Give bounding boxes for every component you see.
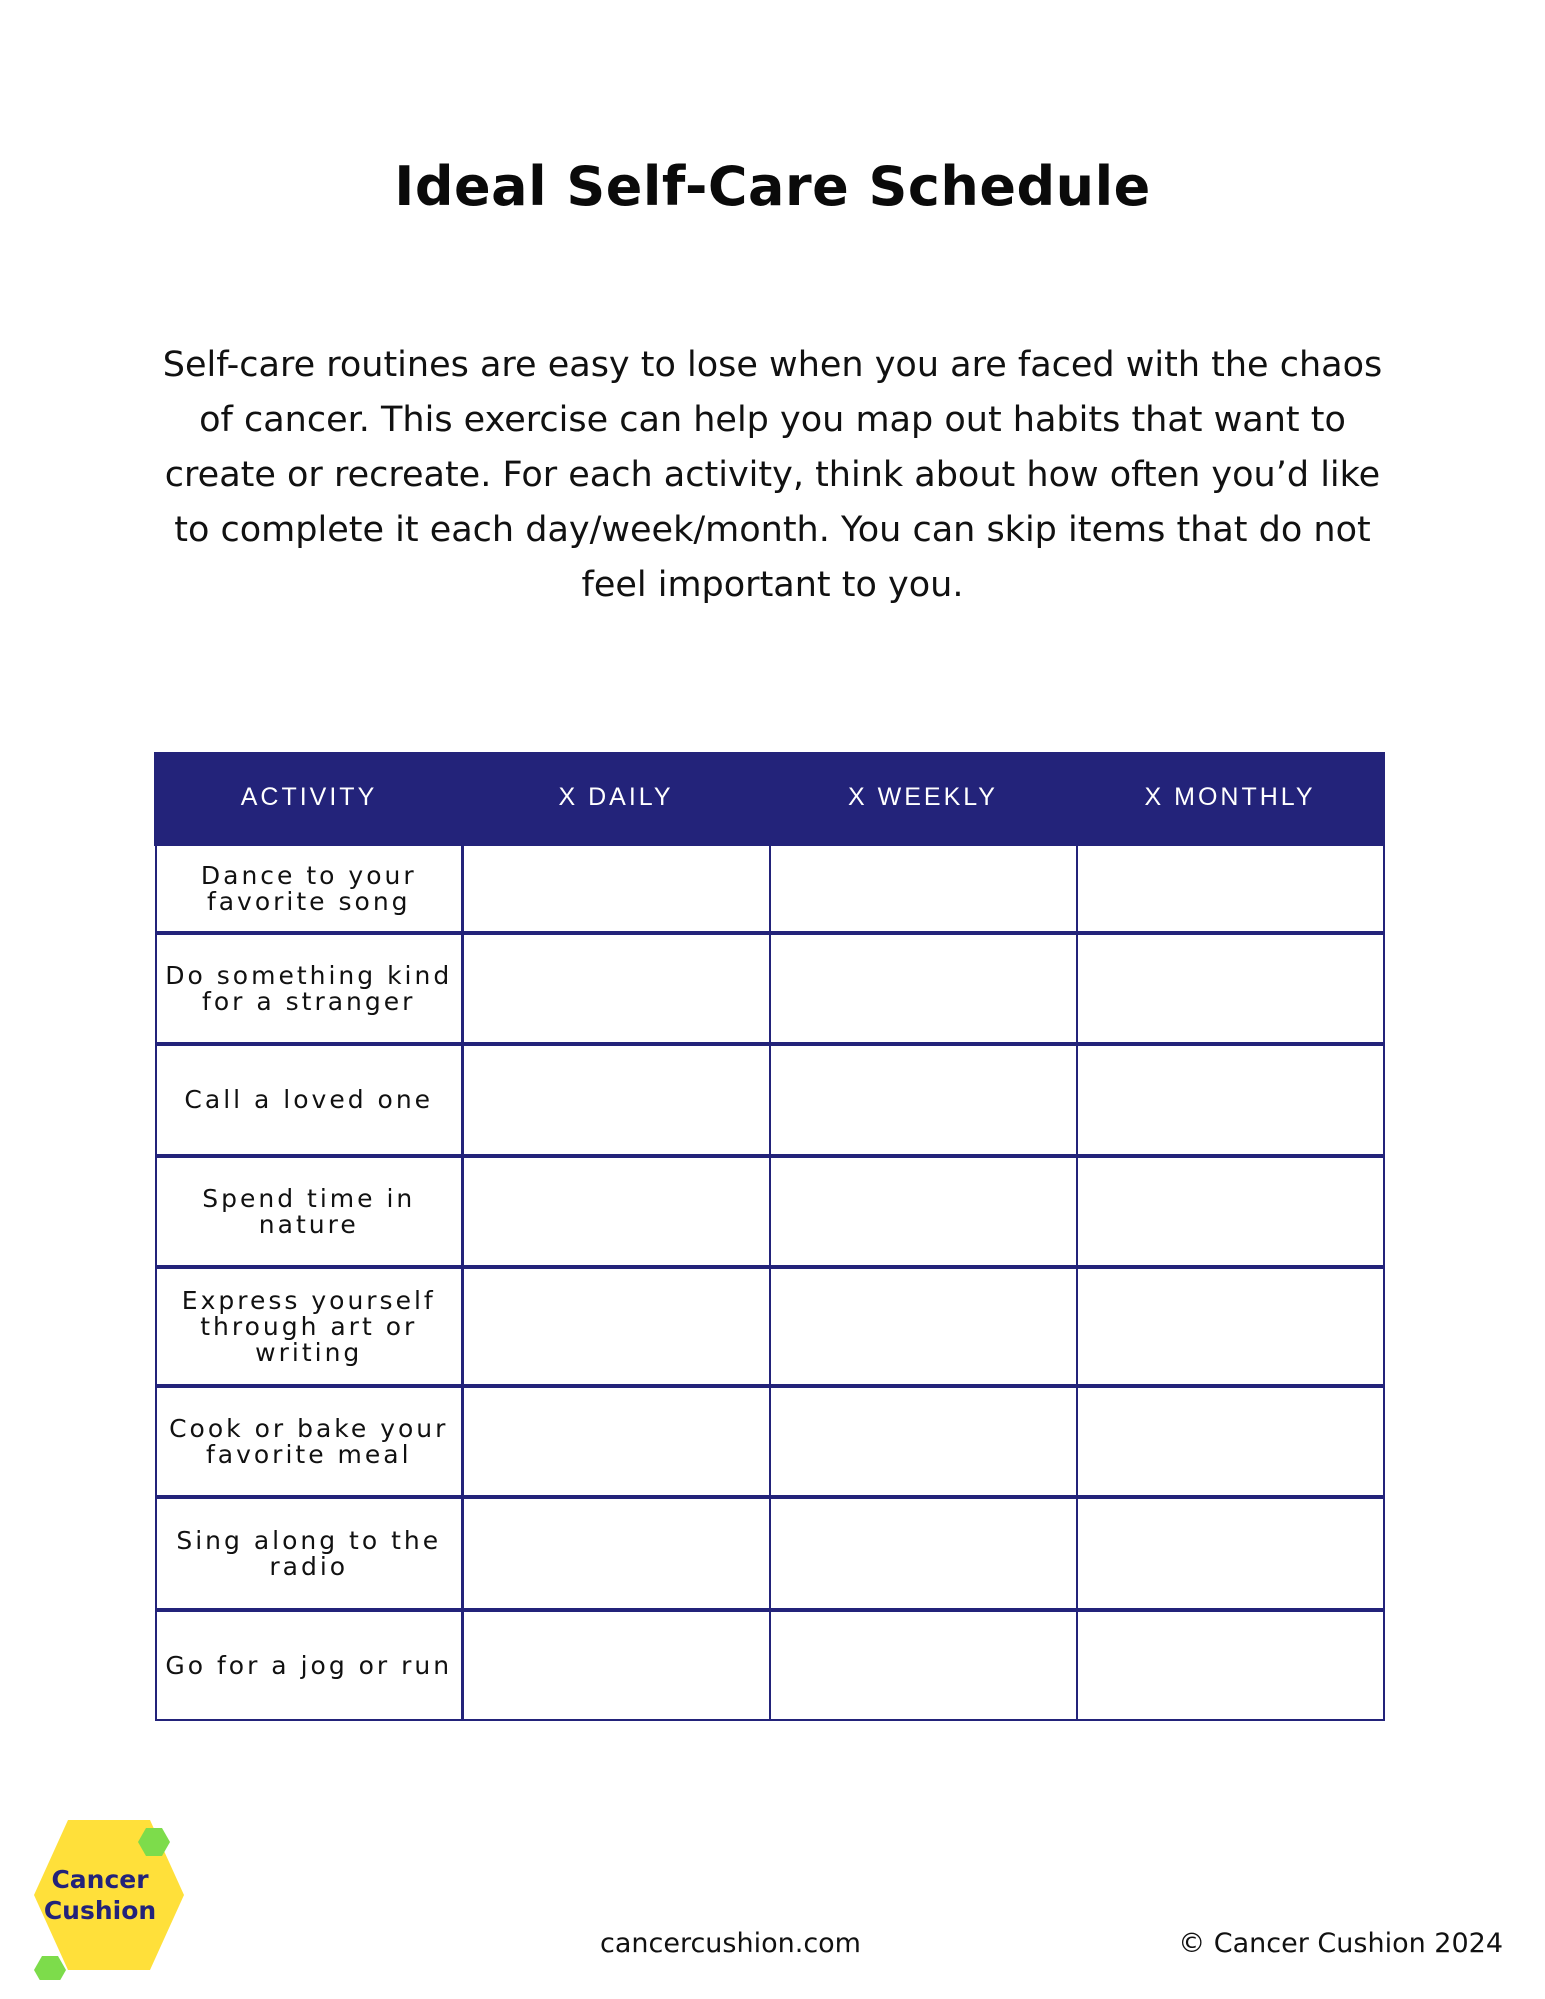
table-header-row: [156, 752, 1384, 844]
table-row: [156, 1497, 1384, 1610]
monthly-cell[interactable]: [1077, 1267, 1384, 1386]
weekly-cell[interactable]: [770, 1044, 1077, 1156]
activity-cell: Go for a jog or run: [156, 1610, 463, 1720]
monthly-cell[interactable]: [1077, 1156, 1384, 1267]
self-care-schedule-table: [154, 752, 1385, 1721]
daily-cell[interactable]: [463, 1044, 770, 1156]
table-row: [156, 1044, 1384, 1156]
monthly-cell[interactable]: [1077, 1044, 1384, 1156]
daily-cell[interactable]: [463, 1156, 770, 1267]
table-row: [156, 1610, 1384, 1720]
activity-cell: Call a loved one: [156, 1044, 463, 1156]
weekly-cell[interactable]: [770, 1156, 1077, 1267]
monthly-cell[interactable]: [1077, 933, 1384, 1044]
table-row: [156, 1386, 1384, 1497]
table-row: [156, 1267, 1384, 1386]
activity-cell: Do something kind for a stranger: [156, 933, 463, 1044]
logo-text-line2: Cushion: [43, 1896, 157, 1925]
daily-cell[interactable]: [463, 1610, 770, 1720]
monthly-cell[interactable]: [1077, 844, 1384, 933]
activity-cell: Sing along to the radio: [156, 1497, 463, 1610]
monthly-cell[interactable]: [1077, 1386, 1384, 1497]
footer-copyright: © Cancer Cushion 2024: [1178, 1928, 1503, 1959]
column-header-monthly: X MONTHLY: [1077, 752, 1384, 844]
column-header-daily: X DAILY: [463, 752, 770, 844]
intro-paragraph: Self-care routines are easy to lose when you are faced with the chaos of cancer. This exercise can help you map out habits that want to create or recreate. For each activity, think about how often you’d like to complete it each day/week/month. You can skip items that do not feel important to you.: [162, 345, 1383, 605]
column-header-weekly: X WEEKLY: [770, 752, 1077, 844]
activity-cell: Cook or bake your favorite meal: [156, 1386, 463, 1497]
table-row: [156, 1156, 1384, 1267]
daily-cell[interactable]: [463, 933, 770, 1044]
table-row: [156, 844, 1384, 933]
weekly-cell[interactable]: [770, 1610, 1077, 1720]
activity-cell: Express yourself through art or writing: [156, 1267, 463, 1386]
logo-green-hexagon-bottom-icon: [34, 1956, 66, 1980]
daily-cell[interactable]: [463, 1267, 770, 1386]
monthly-cell[interactable]: [1077, 1497, 1384, 1610]
activity-cell: Spend time in nature: [156, 1156, 463, 1267]
weekly-cell[interactable]: [770, 933, 1077, 1044]
footer-url: cancercushion.com: [600, 1928, 861, 1959]
weekly-cell[interactable]: [770, 844, 1077, 933]
page-title: Ideal Self-Care Schedule: [394, 155, 1151, 218]
daily-cell[interactable]: [463, 1497, 770, 1610]
logo-text-line1: Cancer: [51, 1865, 149, 1894]
weekly-cell[interactable]: [770, 1386, 1077, 1497]
weekly-cell[interactable]: [770, 1267, 1077, 1386]
daily-cell[interactable]: [463, 844, 770, 933]
weekly-cell[interactable]: [770, 1497, 1077, 1610]
activity-cell: Dance to your favorite song: [156, 844, 463, 933]
table-row: [156, 933, 1384, 1044]
column-header-activity: ACTIVITY: [156, 752, 463, 844]
daily-cell[interactable]: [463, 1386, 770, 1497]
monthly-cell[interactable]: [1077, 1610, 1384, 1720]
logo-wordmark: [34, 1864, 166, 1926]
